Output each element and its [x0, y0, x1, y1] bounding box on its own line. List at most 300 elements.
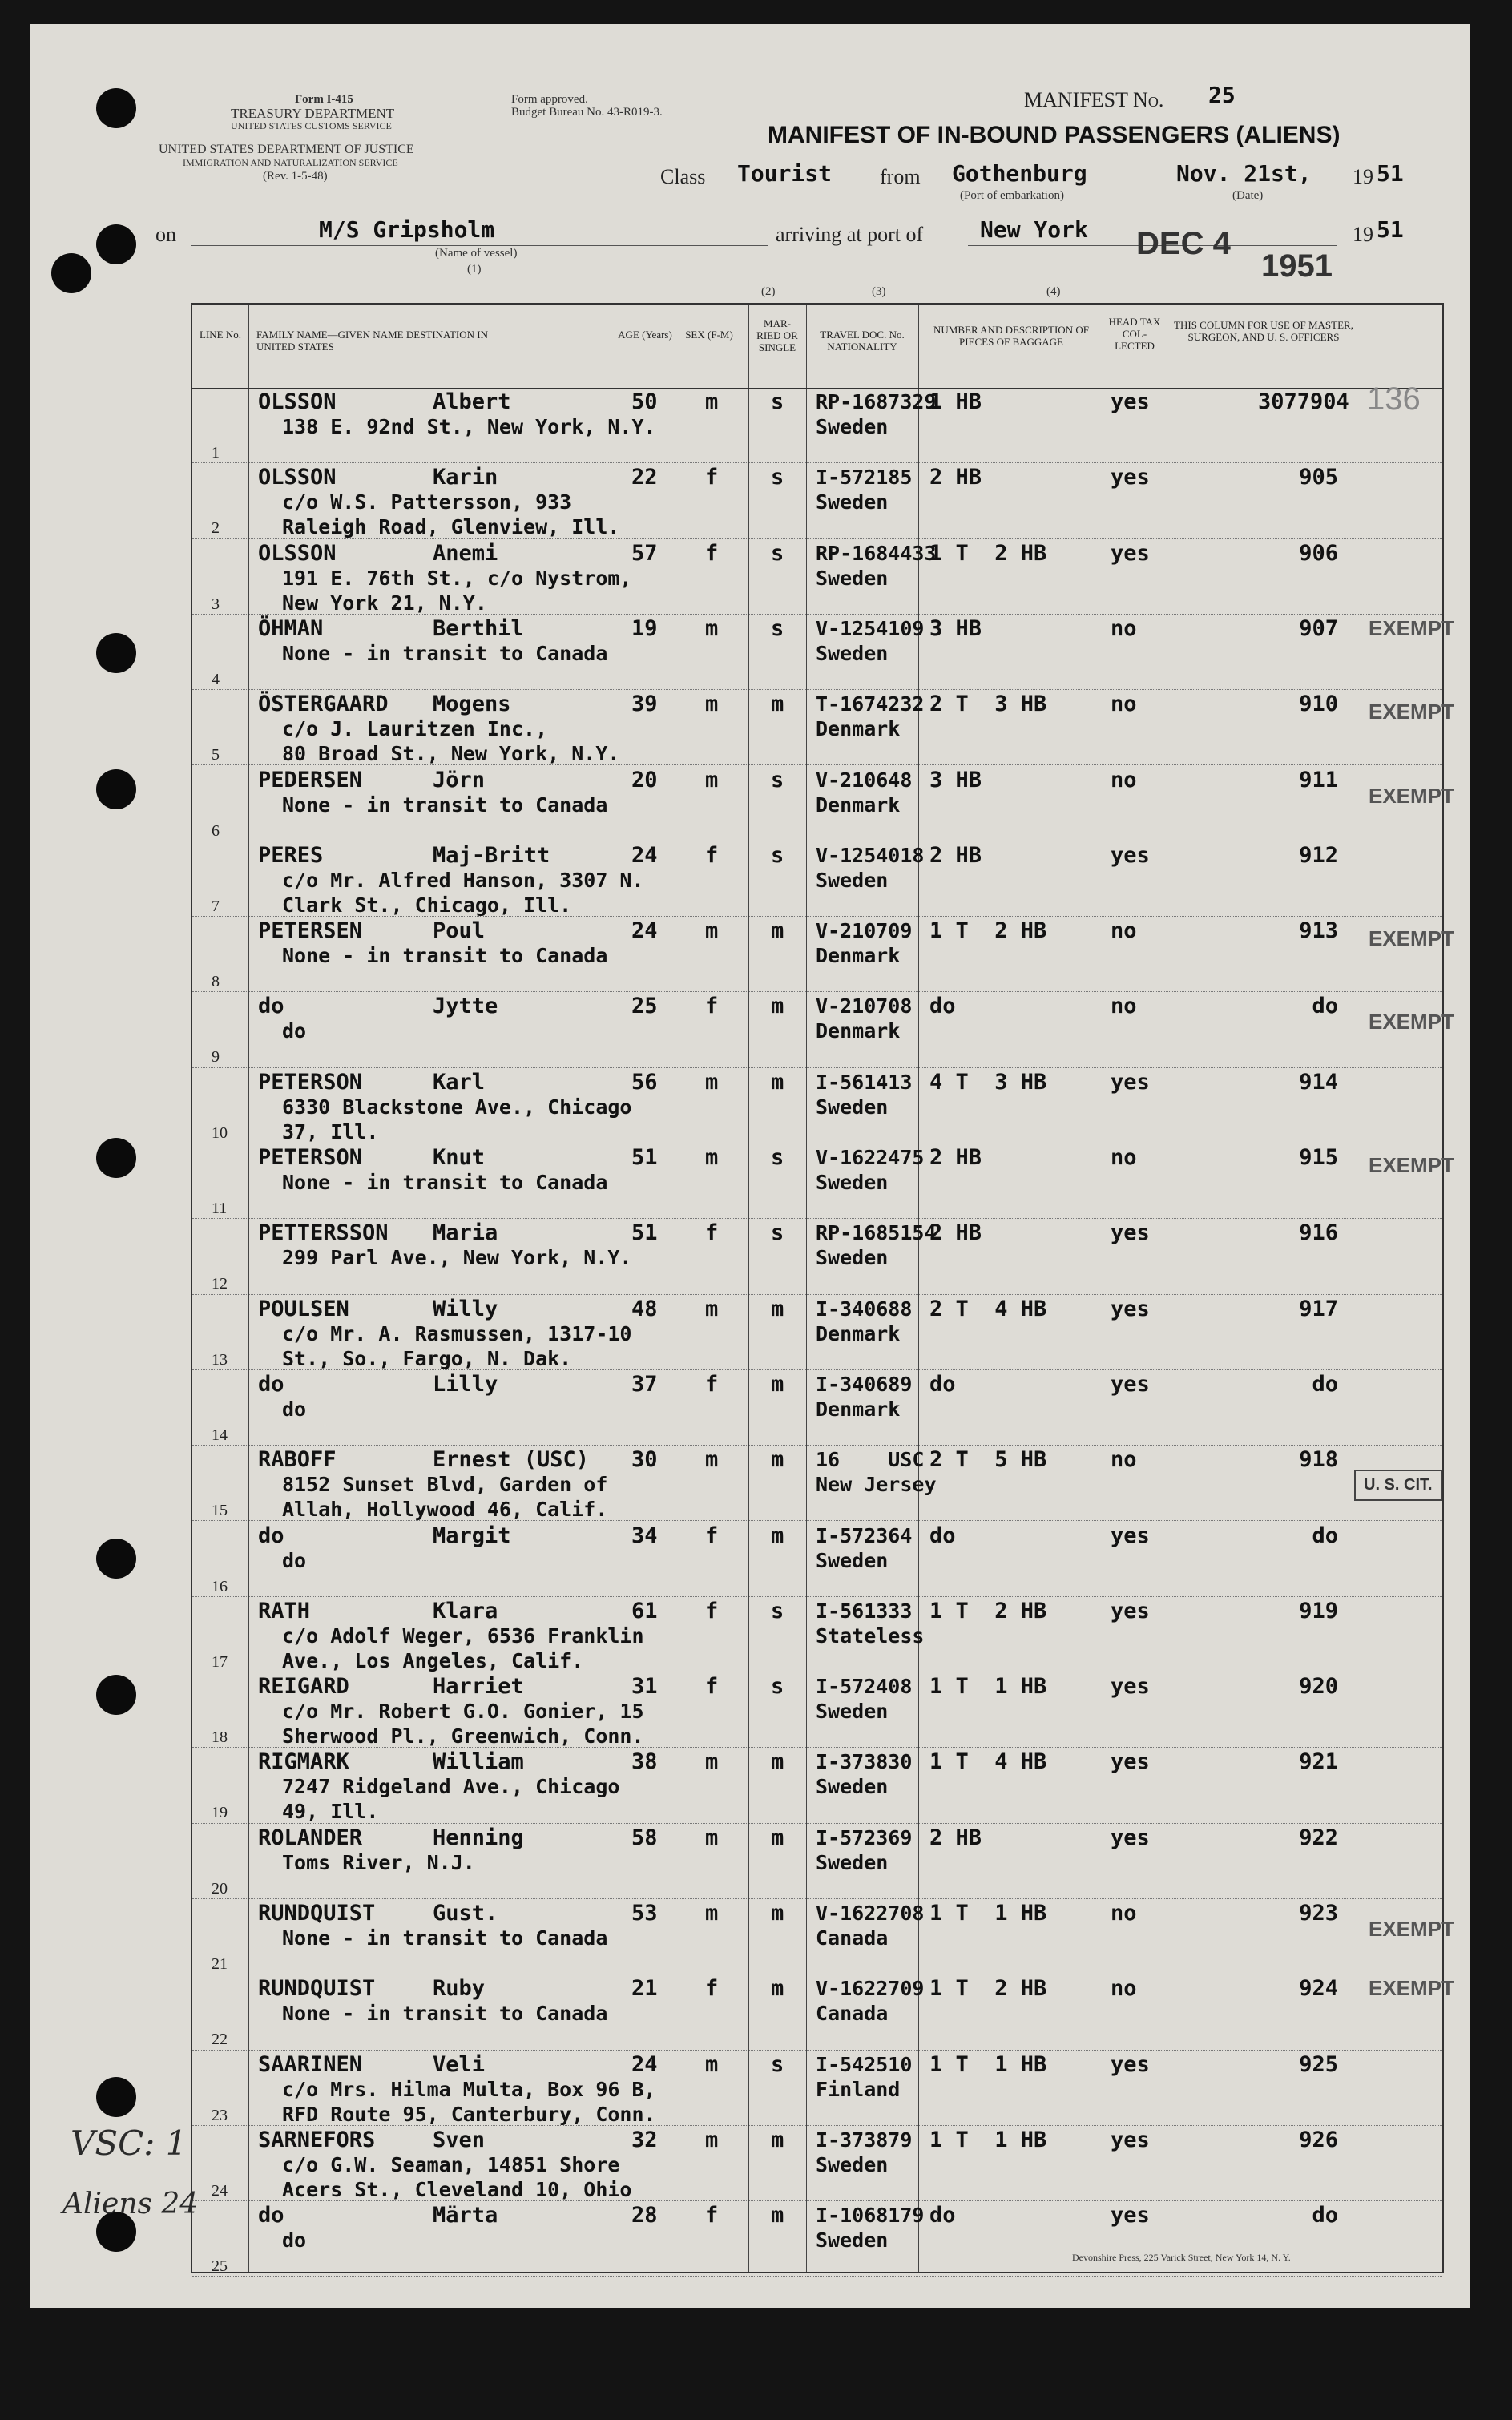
baggage: 1 T 1 HB [929, 1901, 1047, 1926]
baggage: 1 T 2 HB [929, 540, 1047, 566]
given-name: Karl [433, 1069, 486, 1095]
family-name: REIGARD [258, 1674, 349, 1700]
travel-doc: V-210709 [816, 919, 913, 943]
head-tax: yes [1111, 1523, 1150, 1548]
line-number: 1 [212, 444, 220, 462]
line-number: 6 [212, 821, 220, 840]
travel-doc: I-340688 [816, 1297, 913, 1321]
family-name: SARNEFORS [258, 2127, 376, 2152]
punch-hole [96, 769, 136, 809]
given-name: Harriet [433, 1674, 524, 1700]
baggage: 2 HB [929, 1825, 982, 1850]
official-number: do [1312, 1371, 1338, 1397]
marital-status: m [771, 1825, 784, 1850]
age: 51 [631, 1145, 658, 1170]
punch-hole [96, 1138, 136, 1178]
family-name: RABOFF [258, 1447, 337, 1473]
sex: m [705, 767, 719, 793]
header-travel-doc: TRAVEL DOC. No. NATIONALITY [820, 329, 905, 353]
on-label: on [155, 223, 176, 246]
travel-doc: V-1622709 [816, 1977, 925, 2001]
sex: m [705, 1069, 719, 1095]
ins-service: IMMIGRATION AND NATURALIZATION SERVICE [183, 157, 398, 168]
exempt-stamp: EXEMPT [1369, 1976, 1454, 2001]
destination: None - in transit to Canada [282, 641, 608, 665]
head-tax: no [1111, 615, 1137, 641]
travel-doc: I-373830 [816, 1750, 913, 1774]
travel-doc: T-1674232 [816, 692, 925, 716]
line-number: 24 [212, 2181, 228, 2200]
marital-status: m [771, 1523, 784, 1548]
head-tax: no [1111, 994, 1137, 1019]
table-row [192, 2126, 1442, 2201]
age: 53 [631, 1901, 658, 1926]
destination: c/o Mr. A. Rasmussen, 1317-10 St., So., Fargo, N. Dak. [282, 1321, 632, 1370]
marital-status: s [771, 615, 784, 641]
nationality: Sweden [816, 1700, 889, 1724]
travel-doc: V-1254109 [816, 616, 925, 640]
travel-doc: RP-1685154 [816, 1221, 937, 1245]
given-name: Albert [433, 389, 511, 414]
col-num-3: (3) [872, 285, 886, 298]
marital-status: m [771, 1069, 784, 1095]
line-number: 16 [212, 1577, 228, 1595]
given-name: Margit [433, 1523, 511, 1548]
vessel-name: M/S Gripsholm [319, 216, 495, 243]
table-row [192, 1974, 1454, 2050]
nationality: Sweden [816, 2228, 889, 2253]
line-number: 13 [212, 1350, 228, 1369]
nationality: Denmark [816, 717, 901, 741]
given-name: William [433, 1749, 524, 1775]
travel-doc: 16 USC [816, 1448, 925, 1472]
table-row [192, 1899, 1454, 1974]
baggage: 2 HB [929, 842, 982, 868]
sex: m [705, 2127, 719, 2152]
age: 24 [631, 842, 658, 868]
nationality: Denmark [816, 944, 901, 968]
arriving-label: arriving at port of [776, 223, 924, 246]
baggage: do [929, 994, 956, 1019]
age: 31 [631, 1674, 658, 1700]
marital-status: s [771, 767, 784, 793]
table-row [192, 615, 1454, 690]
official-number: 906 [1299, 540, 1338, 566]
nationality: Canada [816, 1926, 889, 1950]
destination: c/o Adolf Weger, 6536 Franklin Ave., Los Angeles, Calif. [282, 1623, 644, 1672]
exempt-stamp: EXEMPT [1369, 1010, 1454, 1035]
nationality: Sweden [816, 1548, 889, 1572]
age: 19 [631, 615, 658, 641]
nationality: Denmark [816, 1397, 901, 1421]
baggage: 4 T 3 HB [929, 1069, 1047, 1095]
arrival-port: New York [980, 216, 1088, 243]
nationality: Sweden [816, 868, 889, 892]
sex: f [705, 1220, 719, 1246]
age: 24 [631, 2051, 658, 2077]
line-number: 11 [212, 1200, 228, 1217]
destination: 7247 Ridgeland Ave., Chicago 49, Ill. [282, 1775, 620, 1824]
head-tax: yes [1111, 2203, 1150, 2228]
head-tax: yes [1111, 1069, 1150, 1095]
baggage: 3 HB [929, 767, 982, 793]
col-num-2: (2) [761, 285, 776, 298]
head-tax: yes [1111, 1598, 1150, 1623]
line-number: 19 [212, 1804, 228, 1822]
destination: do [282, 1548, 307, 1572]
sex: f [705, 2203, 719, 2228]
margin-note-usc: VSC: 1 [71, 2124, 187, 2163]
exempt-stamp: EXEMPT [1369, 1917, 1454, 1941]
destination: None - in transit to Canada [282, 1171, 608, 1194]
marital-status: s [771, 1145, 784, 1170]
official-number: 924 [1299, 1976, 1338, 2002]
line-number: 2 [212, 519, 220, 538]
destination: c/o W.S. Pattersson, 933 Raleigh Road, Glenview, Ill. [282, 490, 620, 539]
punch-hole [96, 88, 136, 128]
baggage: do [929, 2203, 956, 2228]
sex: m [705, 615, 719, 641]
age: 38 [631, 1749, 658, 1775]
baggage: 1 T 4 HB [929, 1749, 1047, 1775]
head-tax: no [1111, 1901, 1137, 1926]
official-number: 916 [1299, 1220, 1338, 1246]
destination: c/o Mr. Alfred Hanson, 3307 N. Clark St., Chicago, Ill. [282, 868, 644, 917]
col-num-1: (1) [467, 263, 482, 276]
marital-status: m [771, 994, 784, 1019]
sex: m [705, 918, 719, 944]
sex: m [705, 1901, 719, 1926]
arrival-date-stamp: DEC 4 [1136, 226, 1231, 261]
manifest-page [30, 24, 1470, 2308]
destination: c/o Mrs. Hilma Multa, Box 96 B, RFD Route 95, Canterbury, Conn. [282, 2077, 656, 2126]
given-name: Jörn [433, 767, 486, 793]
table-row [192, 539, 1442, 615]
marital-status: s [771, 389, 784, 414]
marital-status: s [771, 1598, 784, 1623]
table-row [192, 766, 1454, 841]
official-number: 922 [1299, 1825, 1338, 1850]
line-number: 20 [212, 1879, 228, 1898]
head-tax: yes [1111, 842, 1150, 868]
head-tax: yes [1111, 1674, 1150, 1700]
nationality: Sweden [816, 490, 889, 514]
head-tax: yes [1111, 1296, 1150, 1321]
table-row [192, 690, 1454, 766]
table-row [192, 1143, 1454, 1219]
destination: 138 E. 92nd St., New York, N.Y. [282, 415, 656, 438]
given-name: Klara [433, 1598, 498, 1623]
marital-status: m [771, 692, 784, 717]
table-row [192, 1824, 1442, 1899]
age: 50 [631, 389, 658, 414]
top-right-number: 136 [1367, 381, 1421, 417]
family-name: OLSSON [258, 465, 337, 490]
age: 30 [631, 1447, 658, 1473]
given-name: Märta [433, 2203, 498, 2228]
travel-doc: V-210708 [816, 994, 913, 1018]
family-name: do [258, 994, 284, 1019]
official-number: 910 [1299, 692, 1338, 717]
age: 22 [631, 465, 658, 490]
destination: 299 Parl Ave., New York, N.Y. [282, 1246, 632, 1270]
sex: f [705, 842, 719, 868]
family-name: do [258, 2203, 284, 2228]
line-number: 10 [212, 1123, 228, 1142]
sex: m [705, 1825, 719, 1850]
marital-status: m [771, 2127, 784, 2152]
table-row [192, 1522, 1442, 1597]
age: 24 [631, 918, 658, 944]
given-name: Ruby [433, 1976, 486, 2002]
head-tax: yes [1111, 1220, 1150, 1246]
baggage: 1 T 2 HB [929, 918, 1047, 944]
header-age: AGE (Years) [618, 329, 672, 341]
destination: do [282, 1019, 307, 1043]
family-name: OLSSON [258, 389, 337, 414]
line-number: 12 [212, 1275, 228, 1293]
table-row [192, 1597, 1442, 1672]
given-name: Jytte [433, 994, 498, 1019]
us-citizen-stamp: U. S. CIT. [1354, 1470, 1442, 1501]
travel-doc: V-210648 [816, 768, 913, 792]
arrival-year-stamp: 1951 [1261, 248, 1333, 284]
age: 25 [631, 994, 658, 1019]
family-name: RIGMARK [258, 1749, 349, 1775]
justice-dept: UNITED STATES DEPARTMENT OF JUSTICE [159, 143, 414, 156]
official-number: do [1312, 1523, 1338, 1548]
travel-doc: I-561413 [816, 1070, 913, 1094]
punch-hole [96, 1539, 136, 1579]
form-approved: Form approved. [511, 93, 588, 106]
family-name: RUNDQUIST [258, 1901, 376, 1926]
table-row [192, 1370, 1442, 1446]
official-number: 3077904 [1258, 389, 1349, 414]
given-name: Karin [433, 465, 498, 490]
margin-note-aliens: Aliens 24 [62, 2188, 199, 2220]
nationality: Denmark [816, 1321, 901, 1345]
port-embark-label: (Port of embarkation) [960, 189, 1064, 202]
sex: f [705, 1598, 719, 1623]
age: 57 [631, 540, 658, 566]
baggage: do [929, 1523, 956, 1548]
family-name: do [258, 1523, 284, 1548]
table-row [192, 1748, 1442, 1823]
class-label: Class [660, 165, 706, 188]
given-name: Anemi [433, 540, 498, 566]
official-number: 919 [1299, 1598, 1338, 1623]
header-married: MAR-RIED OR SINGLE [756, 317, 798, 353]
date-label: (Date) [1232, 189, 1264, 202]
official-number: 914 [1299, 1069, 1338, 1095]
line-number: 23 [212, 2106, 228, 2124]
destination: None - in transit to Canada [282, 2002, 608, 2026]
line-number: 18 [212, 1728, 228, 1747]
year-suffix: 51 [1377, 160, 1404, 187]
family-name: RUNDQUIST [258, 1976, 376, 2002]
exempt-stamp: EXEMPT [1369, 1153, 1454, 1177]
marital-status: m [771, 918, 784, 944]
line-number: 25 [212, 2257, 228, 2276]
family-name: do [258, 1371, 284, 1397]
given-name: Berthil [433, 615, 524, 641]
given-name: Veli [433, 2051, 486, 2077]
head-tax: yes [1111, 2051, 1150, 2077]
travel-doc: I-572185 [816, 466, 913, 490]
head-tax: yes [1111, 540, 1150, 566]
sex: f [705, 540, 719, 566]
age: 56 [631, 1069, 658, 1095]
marital-status: m [771, 1901, 784, 1926]
given-name: Sven [433, 2127, 486, 2152]
baggage: 1 T 1 HB [929, 2127, 1047, 2152]
age: 32 [631, 2127, 658, 2152]
destination: c/o G.W. Seaman, 14851 Shore Acers St., Cleveland 10, Ohio [282, 2152, 632, 2201]
table-row [192, 1446, 1442, 1521]
year-prefix: 19 [1353, 165, 1373, 188]
official-number: 915 [1299, 1145, 1338, 1170]
baggage: 2 T 4 HB [929, 1296, 1047, 1321]
destination: None - in transit to Canada [282, 1926, 608, 1950]
year2-prefix: 19 [1353, 223, 1373, 246]
table-row [192, 1295, 1442, 1370]
treasury-dept: TREASURY DEPARTMENT [231, 106, 395, 121]
official-number: 913 [1299, 918, 1338, 944]
table-row [192, 917, 1454, 992]
age: 20 [631, 767, 658, 793]
travel-doc: V-1622475 [816, 1146, 925, 1169]
nationality: Sweden [816, 1246, 889, 1270]
exempt-stamp: EXEMPT [1369, 700, 1454, 724]
exempt-stamp: EXEMPT [1369, 783, 1454, 808]
line-number: 7 [212, 897, 220, 915]
vessel-label: (Name of vessel) [435, 247, 518, 260]
travel-doc: I-572364 [816, 1523, 913, 1547]
header-name: FAMILY NAME—GIVEN NAME DESTINATION IN UNITED STATES [256, 329, 489, 353]
travel-doc: RP-1687329 [816, 390, 937, 413]
given-name: Gust. [433, 1901, 498, 1926]
punch-hole [96, 224, 136, 264]
class-value: Tourist [737, 160, 833, 187]
nationality: Finland [816, 2077, 901, 2101]
punch-hole [96, 633, 136, 673]
marital-status: m [771, 1296, 784, 1321]
travel-doc: RP-1684433 [816, 541, 937, 565]
given-name: Henning [433, 1825, 524, 1850]
sex: m [705, 2051, 719, 2077]
sex: f [705, 465, 719, 490]
table-row [192, 841, 1442, 917]
official-number: do [1312, 994, 1338, 1019]
punch-hole [96, 1675, 136, 1715]
family-name: PETERSON [258, 1069, 363, 1095]
destination: Toms River, N.J. [282, 1850, 475, 1874]
sex: m [705, 1447, 719, 1473]
line-number: 4 [212, 670, 220, 688]
family-name: ÖHMAN [258, 615, 324, 641]
exempt-stamp: EXEMPT [1369, 615, 1454, 640]
travel-doc: I-373879 [816, 2128, 913, 2152]
nationality: Denmark [816, 1019, 901, 1043]
head-tax: no [1111, 1145, 1137, 1170]
travel-doc: I-572369 [816, 1825, 913, 1849]
official-number: 907 [1299, 615, 1338, 641]
marital-status: s [771, 540, 784, 566]
official-number: 925 [1299, 2051, 1338, 2077]
punch-hole [51, 253, 91, 293]
sex: m [705, 1145, 719, 1170]
official-number: 921 [1299, 1749, 1338, 1775]
marital-status: m [771, 2203, 784, 2228]
line-number: 21 [212, 1955, 228, 1973]
marital-status: m [771, 1976, 784, 2002]
destination: None - in transit to Canada [282, 944, 608, 968]
destination: 6330 Blackstone Ave., Chicago 37, Ill. [282, 1095, 632, 1143]
header-head-tax: HEAD TAX COL-LECTED [1108, 316, 1161, 352]
sex: f [705, 1674, 719, 1700]
sex: m [705, 389, 719, 414]
header-line: LINE No. [200, 329, 241, 341]
destination: 8152 Sunset Blvd, Garden of Allah, Hollywood 46, Calif. [282, 1473, 608, 1522]
baggage: 1 T 1 HB [929, 1674, 1047, 1700]
head-tax: no [1111, 1976, 1137, 2002]
marital-status: s [771, 2051, 784, 2077]
travel-doc: V-1622708 [816, 1902, 925, 1925]
line-number: 9 [212, 1048, 220, 1067]
nationality: Sweden [816, 415, 889, 438]
head-tax: no [1111, 1447, 1137, 1473]
nationality: Stateless [816, 1623, 925, 1648]
official-number: 917 [1299, 1296, 1338, 1321]
sex: f [705, 1523, 719, 1548]
table-row [192, 2051, 1442, 2126]
travel-doc: I-1068179 [816, 2204, 925, 2228]
line-number: 22 [212, 2031, 228, 2049]
baggage: 1 HB [929, 389, 982, 414]
table-row [192, 1672, 1442, 1748]
manifest-no-label: MANIFEST No. [1024, 88, 1164, 111]
family-name: RATH [258, 1598, 311, 1623]
destination: 191 E. 76th St., c/o Nystrom, New York 21, N.Y. [282, 566, 632, 615]
destination: do [282, 2228, 307, 2253]
baggage: 2 HB [929, 465, 982, 490]
destination: do [282, 1397, 307, 1421]
baggage: 2 T 5 HB [929, 1447, 1047, 1473]
marital-status: s [771, 1220, 784, 1246]
family-name: SAARINEN [258, 2051, 363, 2077]
baggage: 3 HB [929, 615, 982, 641]
header-baggage: NUMBER AND DESCRIPTION OF PIECES OF BAGGAGE [933, 324, 1089, 348]
given-name: Knut [433, 1145, 486, 1170]
baggage: 1 T 2 HB [929, 1598, 1047, 1623]
official-number: 926 [1299, 2127, 1338, 2152]
given-name: Poul [433, 918, 486, 944]
line-number: 8 [212, 973, 220, 991]
travel-doc: V-1254018 [816, 843, 925, 867]
family-name: PETTERSSON [258, 1220, 389, 1246]
official-number: 905 [1299, 465, 1338, 490]
head-tax: no [1111, 767, 1137, 793]
line-number: 17 [212, 1652, 228, 1671]
table-row [192, 992, 1454, 1067]
family-name: ROLANDER [258, 1825, 363, 1850]
destination: c/o J. Lauritzen Inc., 80 Broad St., New York, N.Y. [282, 717, 620, 766]
page-title: MANIFEST OF IN-BOUND PASSENGERS (ALIENS) [768, 122, 1341, 148]
travel-doc: I-542510 [816, 2052, 913, 2076]
date-value: Nov. 21st, [1176, 160, 1312, 187]
family-name: PETERSON [258, 1145, 363, 1170]
col-num-4: (4) [1046, 285, 1061, 298]
